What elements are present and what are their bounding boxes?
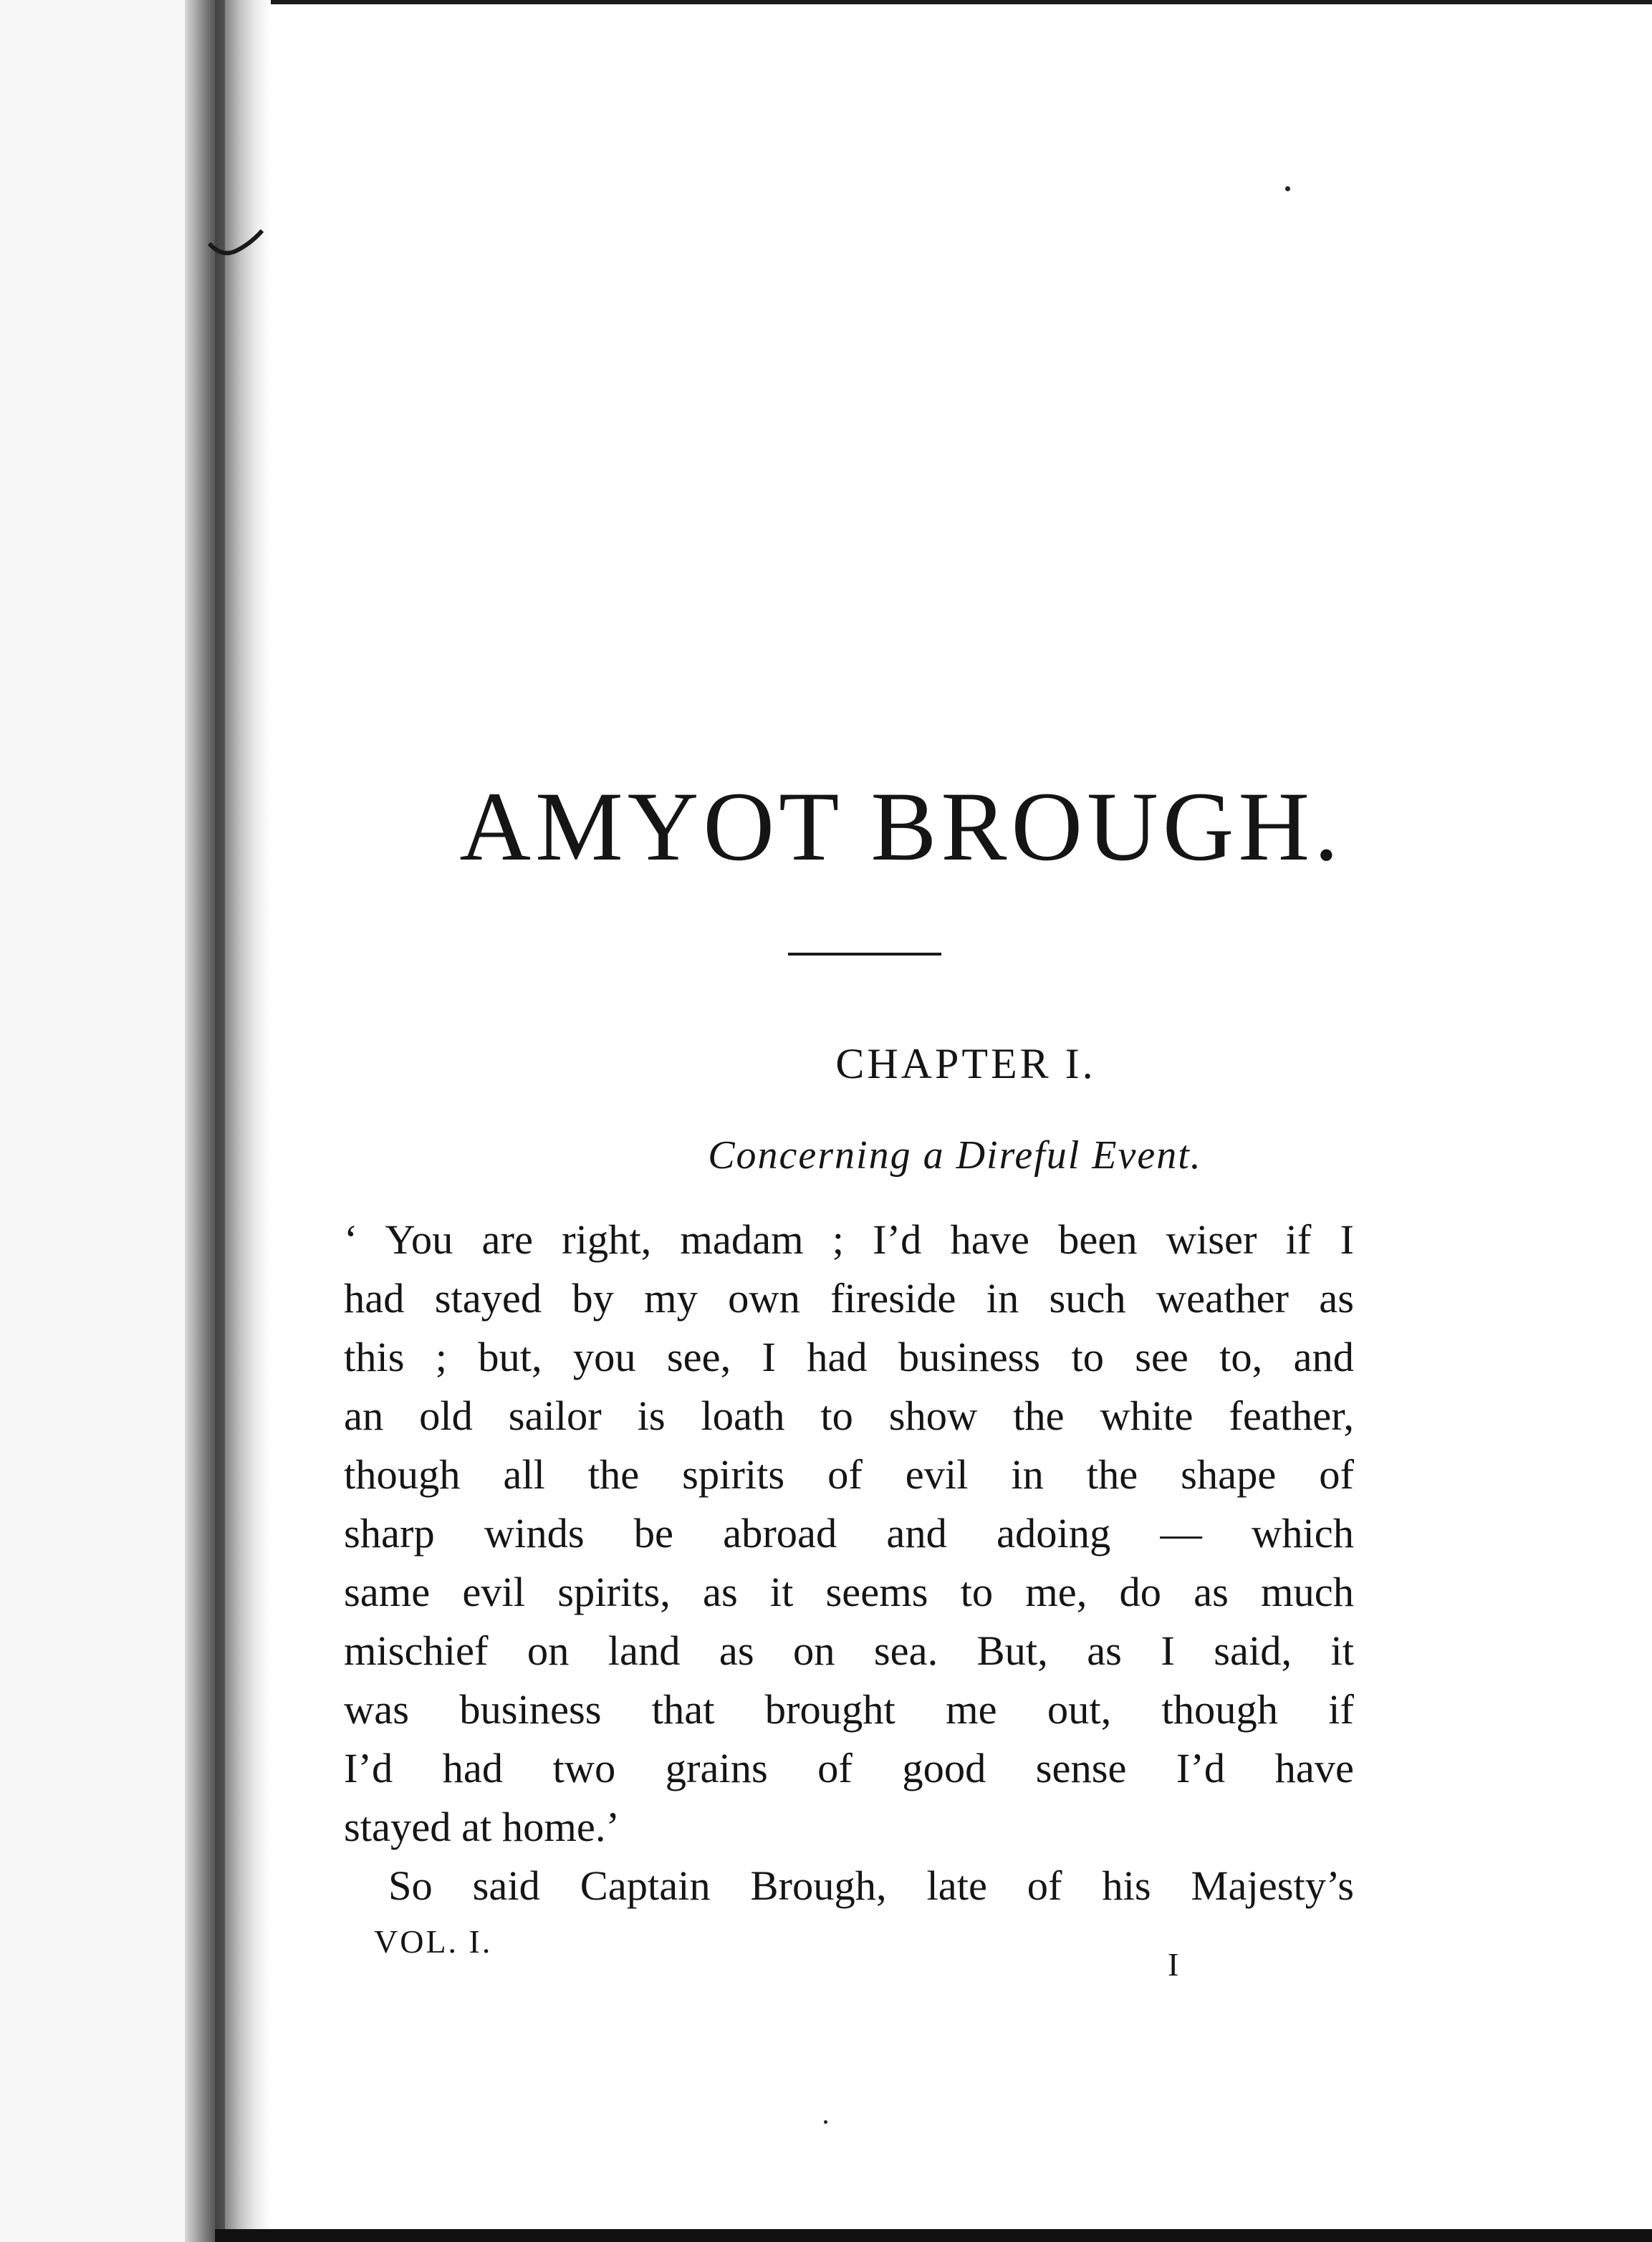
signature-mark: I [1168, 1946, 1179, 1983]
book-title: AMYOT BROUGH. [459, 771, 1343, 881]
chapter-heading: CHAPTER I. [835, 1040, 1096, 1087]
paper-speck [824, 2120, 827, 2124]
text-line: stayed at home.’ [344, 1804, 620, 1850]
text-line: mischief on land as on sea. But, as I said, it [344, 1627, 1354, 1674]
paper-speck [1285, 186, 1290, 191]
binding-shadow [185, 0, 271, 2242]
text-line: this ; but, you see, I had business to see to, and [344, 1334, 1354, 1380]
text-line: an old sailor is loath to show the white feather, [344, 1392, 1354, 1439]
text-line: had stayed by my own fireside in such weather as [344, 1275, 1354, 1322]
title-divider [788, 953, 941, 956]
binding-edge [215, 0, 225, 2242]
scan-bottom-edge [215, 2229, 1652, 2242]
text-line: So said Captain Brough, late of his Majesty’s [388, 1862, 1354, 1909]
text-line: ‘ You are right, madam ; I’d have been wiser if I [344, 1216, 1354, 1263]
text-line: though all the spirits of evil in the shape of [344, 1451, 1354, 1498]
text-line: sharp winds be abroad and adoing — which [344, 1510, 1354, 1557]
binding-thread-mark [208, 229, 265, 265]
text-line: I’d had two grains of good sense I’d have [344, 1745, 1354, 1791]
scan-top-edge [271, 0, 1652, 4]
book-gutter [0, 0, 185, 2242]
volume-signature: VOL. I. [374, 1923, 493, 1960]
chapter-subtitle: Concerning a Direful Event. [708, 1133, 1202, 1178]
text-line: same evil spirits, as it seems to me, do as much [344, 1569, 1354, 1615]
chapter-body [344, 1211, 1354, 1915]
text-line: was business that brought me out, though if [344, 1686, 1354, 1733]
